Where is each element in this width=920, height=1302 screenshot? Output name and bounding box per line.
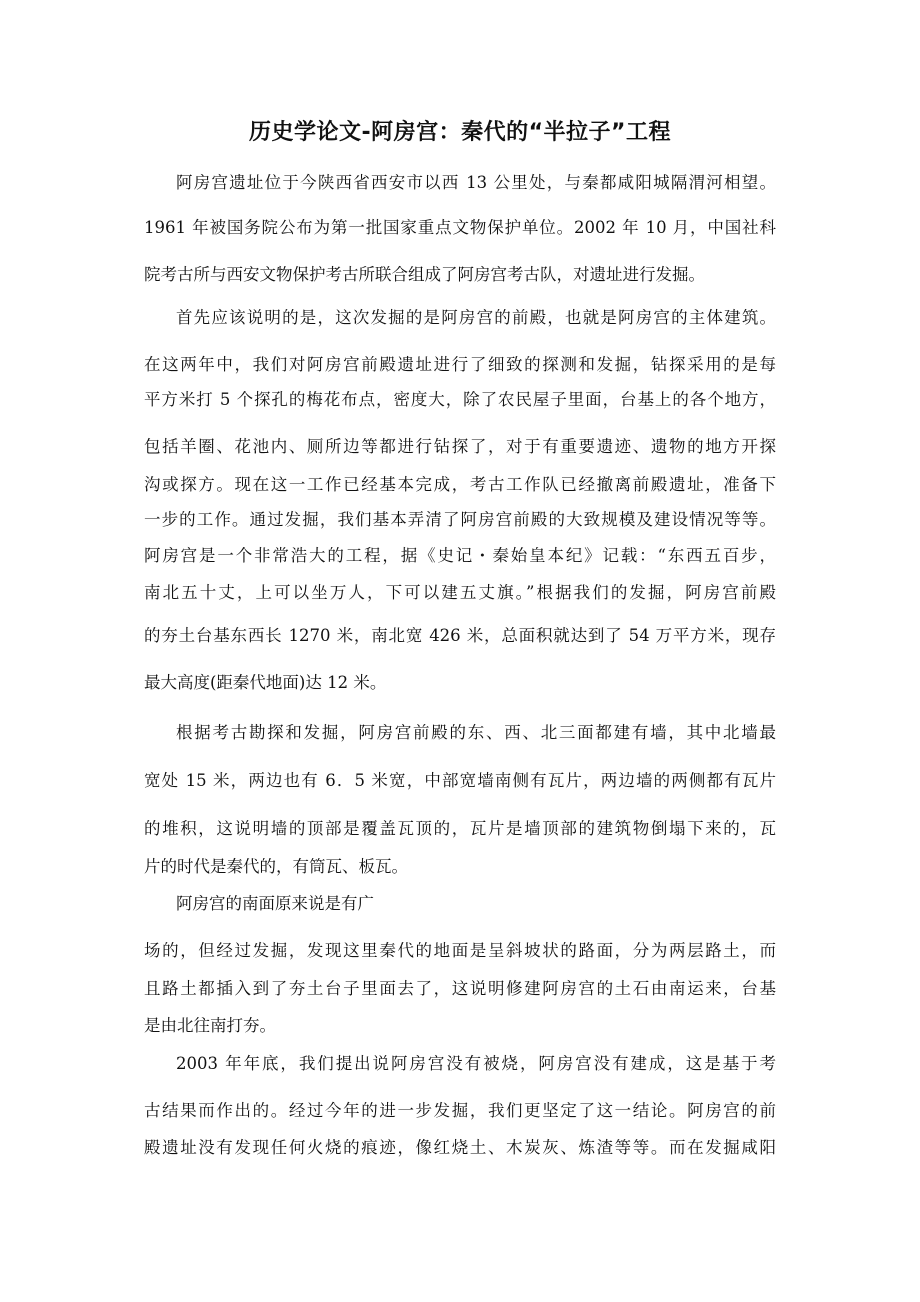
- paragraph-4-line-1: 阿房宫的南面原来说是有广: [176, 894, 374, 913]
- paragraph-1-line-1: 阿房宫遗址位于今陕西省西安市以西 13 公里处，与秦都咸阳城隔渭河相望。: [176, 173, 776, 192]
- document-title: 历史学论文-阿房宫：秦代的“半拉子”工程: [248, 120, 672, 145]
- paragraph-2-line-1: 首先应该说明的是，这次发掘的是阿房宫的前殿，也就是阿房宫的主体建筑。: [176, 308, 776, 327]
- paragraph-2-line-9: 的夯土台基东西长 1270 米，南北宽 426 米，总面积就达到了 54 万平方米，现存: [144, 626, 776, 645]
- paragraph-5-line-2: 古结果而作出的。经过今年的进一步发掘，我们更坚定了这一结论。阿房宫的前: [144, 1101, 776, 1120]
- paragraph-3-line-2: 宽处 15 米，两边也有 6．5 米宽，中部宽墙南侧有瓦片，两边墙的两侧都有瓦片: [144, 771, 776, 790]
- paragraph-1-line-3: 院考古所与西安文物保护考古所联合组成了阿房宫考古队，对遗址进行发掘。: [144, 265, 705, 284]
- paragraph-1-line-2: 1961 年被国务院公布为第一批国家重点文物保护单位。2002 年 10 月，中国社科: [144, 218, 776, 237]
- paragraph-4-line-4: 是由北往南打夯。: [144, 1016, 276, 1035]
- paragraph-2-line-2: 在这两年中，我们对阿房宫前殿遗址进行了细致的探测和发掘，钻探采用的是每: [144, 355, 776, 374]
- paragraph-3-line-3: 的堆积，这说明墙的顶部是覆盖瓦顶的，瓦片是墙顶部的建筑物倒塌下来的，瓦: [144, 819, 776, 838]
- paragraph-2-line-7: 阿房宫是一个非常浩大的工程，据《史记・秦始皇本纪》记载：“东西五百步，: [144, 546, 776, 565]
- paragraph-4-line-3: 且路土都插入到了夯土台子里面去了，这说明修建阿房宫的土石由南运来，台基: [144, 979, 776, 998]
- paragraph-3-line-4: 片的时代是秦代的，有筒瓦、板瓦。: [144, 857, 408, 876]
- paragraph-3-line-1: 根据考古勘探和发掘，阿房宫前殿的东、西、北三面都建有墙，其中北墙最: [176, 723, 776, 742]
- paragraph-2-line-5: 沟或探方。现在这一工作已经基本完成，考古工作队已经撤离前殿遗址，准备下: [144, 475, 776, 494]
- paragraph-5-line-3: 殿遗址没有发现任何火烧的痕迹，像红烧土、木炭灰、炼渣等等。而在发掘咸阳: [144, 1138, 776, 1157]
- paragraph-2-line-6: 一步的工作。通过发掘，我们基本弄清了阿房宫前殿的大致规模及建设情况等等。: [144, 510, 776, 529]
- paragraph-2-line-8: 南北五十丈，上可以坐万人，下可以建五丈旗。”根据我们的发掘，阿房宫前殿: [144, 583, 776, 602]
- paragraph-4-line-2: 场的，但经过发掘，发现这里秦代的地面是呈斜坡状的路面，分为两层路土，而: [144, 941, 776, 960]
- paragraph-2-line-4: 包括羊圈、花池内、厕所边等都进行钻探了，对于有重要遗迹、遗物的地方开探: [144, 437, 776, 456]
- paragraph-5-line-1: 2003 年年底，我们提出说阿房宫没有被烧，阿房宫没有建成，这是基于考: [176, 1054, 776, 1073]
- paragraph-2-line-10: 最大高度(距秦代地面)达 12 米。: [144, 673, 387, 692]
- paragraph-2-line-3: 平方米打 5 个探孔的梅花布点，密度大，除了农民屋子里面，台基上的各个地方，: [144, 390, 776, 409]
